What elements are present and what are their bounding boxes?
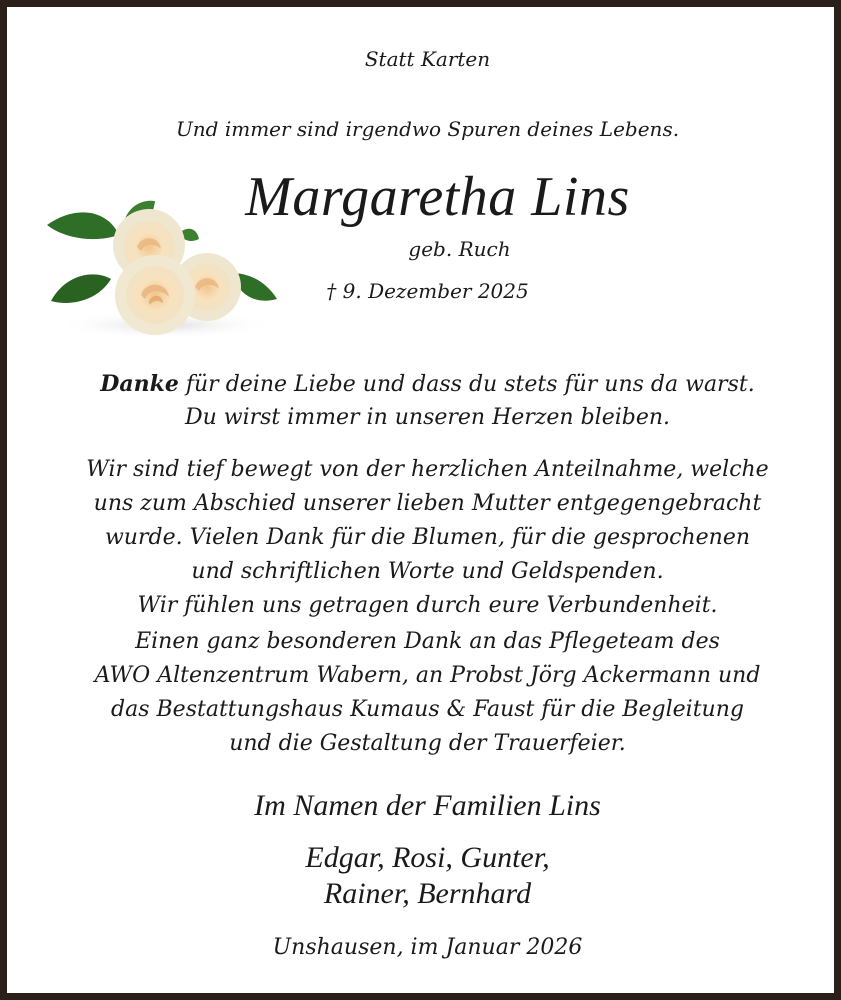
family-names-2: Rainer, Bernhard xyxy=(323,877,532,910)
paragraph-2-line: das Bestattungshaus Kumaus & Faust für die Begleitung xyxy=(111,697,744,722)
paragraph-1-line: uns zum Abschied unserer lieben Mutter entgegengebracht xyxy=(93,491,762,516)
paragraph-2-line: und die Gestaltung der Trauerfeier. xyxy=(229,731,626,756)
quote: Und immer sind irgendwo Spuren deines Lebens. xyxy=(175,117,680,141)
birth-name: geb. Ruch xyxy=(408,237,511,261)
death-date: † 9. Dezember 2025 xyxy=(326,279,529,303)
thanks-line-2: Du wirst immer in unseren Herzen bleiben. xyxy=(184,405,671,430)
paragraph-1-line: wurde. Vielen Dank für die Blumen, für die gesprochenen xyxy=(104,525,751,550)
paragraph-1-line: Wir sind tief bewegt von der herzlichen Anteilnahme, welche xyxy=(86,457,769,482)
thanks-bold-word: Danke xyxy=(100,371,179,397)
thanks-line-1 xyxy=(7,367,841,402)
thanks-line-1-rest: für deine Liebe und dass du stets für uns da warst. xyxy=(178,372,755,397)
paragraph-1-line: und schriftlichen Worte und Geldspenden. xyxy=(191,559,664,584)
statt-karten: Statt Karten xyxy=(364,47,491,71)
paragraph-2-line: Einen ganz besonderen Dank an das Pflegeteam des xyxy=(135,629,720,654)
paragraph-2-line: AWO Altenzentrum Wabern, an Probst Jörg Ackermann und xyxy=(94,663,761,688)
place-date: Unshausen, im Januar 2026 xyxy=(272,935,583,960)
deceased-name: Margaretha Lins xyxy=(245,166,630,228)
paragraph-1-line: Wir fühlen uns getragen durch eure Verbundenheit. xyxy=(137,593,718,618)
family-names-1: Edgar, Rosi, Gunter, xyxy=(305,841,550,874)
family-intro: Im Namen der Familien Lins xyxy=(254,789,601,822)
